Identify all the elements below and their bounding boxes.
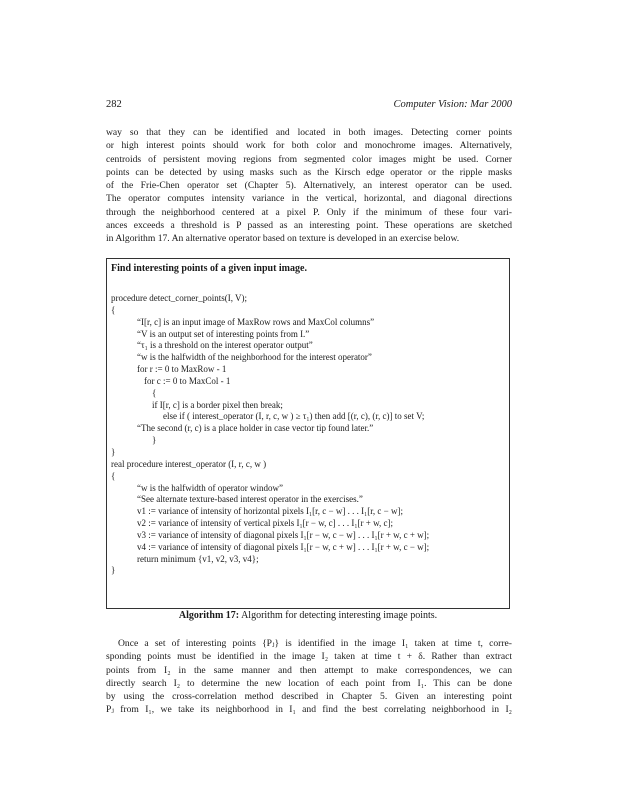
code-line: “w is the halfwidth of the neighborhood for the interest operator” [137, 352, 372, 363]
code-line: v3 := variance of intensity of diagonal pixels I₁[r − w, c − w] . . . I₁[r + w, c + w]; [137, 529, 430, 540]
code-line: { [111, 470, 116, 481]
text-line: points from I₂ in the same manner and then attempt to make correspondences, we can [106, 664, 512, 676]
code-line: else if ( interest_operator (I, r, c, w ) ≥ τ₁) then add [(r, c), (r, c)] to set V; [163, 411, 425, 422]
paragraph-bottom [106, 637, 512, 717]
paragraph-top [106, 126, 512, 246]
text-line: ances exceeds a threshold is P passed as an interesting point. These operations are sketched [106, 220, 512, 232]
text-line: or high interest points should work for both color and monochrome images. Alternatively, [106, 140, 512, 152]
algorithm-code [107, 293, 507, 577]
code-line: { [111, 304, 116, 315]
code-line: { [152, 387, 157, 398]
code-line: v1 := variance of intensity of horizontal pixels I₁[r, c − w] . . . I₁[r, c − w]; [137, 506, 403, 517]
page-number: 282 [106, 99, 122, 110]
text-line: Pⱼ from I₁, we take its neighborhood in I₁ and find the best correlating neighborhood in I₂ [106, 704, 512, 716]
text-line: sponding points must be identified in the image I₂ taken at time t + δ. Rather than extract [106, 651, 512, 663]
code-line: for c := 0 to MaxCol - 1 [144, 375, 231, 386]
text-line: points can be detected by using masks such as the Kirsch edge operator or the ripple masks [106, 166, 512, 178]
algorithm-box [106, 258, 510, 609]
code-line: real procedure interest_operator (I, r, c, w ) [111, 458, 267, 469]
code-line: “V is an output set of interesting points from I.” [137, 328, 310, 339]
text-line: through the neighborhood centered at a pixel P. Only if the minimum of these four vari- [106, 206, 512, 218]
caption-label: Algorithm 17: [178, 610, 240, 621]
text-line: by using the cross-correlation method described in Chapter 5. Given an interesting point [106, 691, 512, 703]
code-line: if I[r, c] is a border pixel then break; [152, 399, 283, 410]
code-line: v4 := variance of intensity of diagonal pixels I₁[r − w, c + w] . . . I₁[r + w, c − w]; [137, 541, 430, 552]
caption-text: Algorithm for detecting interesting image points. [239, 610, 438, 621]
code-line: “τ₁ is a threshold on the interest operator output” [137, 340, 313, 351]
algorithm-title: Find interesting points of a given input image. [111, 263, 307, 274]
code-line: procedure detect_corner_points(I, V); [111, 293, 248, 303]
code-line: } [152, 435, 157, 446]
text-line: way so that they can be identified and located in both images. Detecting corner points [106, 127, 512, 138]
text-line: in Algorithm 17. An alternative operator based on texture is developed in an exercise below. [106, 233, 460, 245]
code-line: } [111, 446, 116, 457]
text-line: The operator computes intensity variance in the vertical, horizontal, and diagonal directions [106, 193, 512, 205]
algorithm-caption [106, 610, 510, 621]
text-line: of the Frie-Chen operator set (Chapter 5). Alternatively, an interest operator can be used. [106, 180, 512, 192]
text-line: Once a set of interesting points {Pⱼ} is identified in the image I₁ taken at time t, corre- [118, 638, 512, 649]
code-line: return minimum {v1, v2, v3, v4}; [137, 553, 259, 564]
code-line: for r := 0 to MaxRow - 1 [137, 364, 227, 375]
code-line: “w is the halfwidth of operator window” [137, 482, 283, 493]
code-line: “The second (r, c) is a place holder in case vector tip found later.” [137, 423, 374, 434]
code-line: } [111, 565, 116, 576]
code-line: “See alternate texture-based interest operator in the exercises.” [137, 494, 363, 505]
code-line: “I[r, c] is an input image of MaxRow rows and MaxCol columns” [137, 316, 375, 327]
code-line: v2 := variance of intensity of vertical pixels I₁[r − w, c] . . . I₁[r + w, c]; [137, 518, 393, 529]
text-line: centroids of persistent moving regions from segmented color images might be used. Corner [106, 153, 512, 165]
text-line: directly search I₂ to determine the new location of each point from I₁. This can be done [106, 677, 512, 689]
running-head: Computer Vision: Mar 2000 [393, 99, 512, 110]
